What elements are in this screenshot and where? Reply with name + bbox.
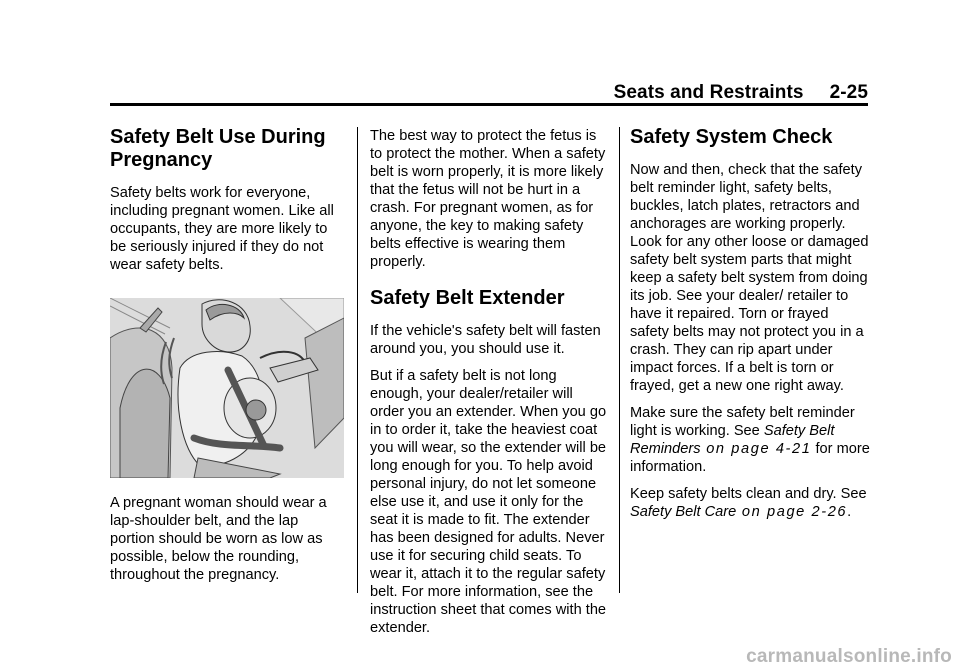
column-2	[370, 127, 610, 646]
section-title: Seats and Restraints	[613, 82, 804, 103]
page-number: 2-25	[829, 82, 868, 103]
section-heading-pregnancy: Safety Belt Use During Pregnancy	[110, 126, 326, 171]
column-3	[630, 126, 870, 530]
pregnant-woman-illustration	[110, 298, 344, 478]
section-heading-extender: Safety Belt Extender	[370, 287, 565, 309]
section-heading-system-check: Safety System Check	[630, 126, 833, 148]
watermark: carmanualsonline.info	[746, 646, 952, 667]
clean-dry-paragraph: Keep safety belts clean and dry. See Safety Belt Care on page 2-26.	[630, 486, 867, 520]
reminder-light-paragraph: Make sure the safety belt reminder light is working. See Safety Belt Reminders on page 4-21 for more information.	[630, 405, 870, 475]
column-divider-1	[357, 127, 358, 593]
link-page-2-26[interactable]: on page 2-26	[736, 504, 848, 520]
protect-fetus-paragraph: The best way to protect the fetus is to protect the mother. When a safety belt is worn properly, it is more likely that the fetus will not be hurt in a crash. For pregnant women, as for anyone, the key to making safety belts effective is wearing them properly.	[370, 128, 606, 270]
pregnancy-intro: Safety belts work for everyone, including pregnant women. Like all occupants, they are more likely to be seriously injured if they do not wear safety belts.	[110, 185, 334, 273]
column-divider-2	[619, 127, 620, 593]
link-safety-belt-reminders[interactable]: Safety Belt Reminders	[630, 423, 835, 457]
header-rule	[110, 103, 868, 106]
link-page-4-21[interactable]: on page 4-21	[700, 441, 812, 457]
column-1	[110, 126, 345, 593]
link-safety-belt-care[interactable]: Safety Belt Care	[630, 504, 737, 520]
system-check-paragraph: Now and then, check that the safety belt reminder light, safety belts, buckles, latch plates, retractors and anchorages are working properly. Look for any other loose or damaged safety belt system parts that might keep a safety belt system from doing its job. See your dealer/ retailer to have it repaired. Torn or frayed safety belts may not protect you in a crash. They can rip apart under impact forces. If a belt is torn or frayed, get a new one right away.	[630, 162, 869, 394]
extender-paragraph-1: If the vehicle's safety belt will fasten around you, you should use it.	[370, 323, 601, 357]
illustration-caption: A pregnant woman should wear a lap-shoulder belt, and the lap portion should be worn as low as possible, below the rounding, throughout the pregnancy.	[110, 495, 327, 583]
extender-paragraph-2: But if a safety belt is not long enough, your dealer/retailer will order you an extender. When you go in to order it, take the heaviest coat you will wear, so the extender will be long enough for you. To help avoid personal injury, do not let someone else use it, and use it only for the seat it is made to fit. The extender has been designed for adults. Never use it for securing child seats. To wear it, attach it to the regular safety belt. For more information, see the instruction sheet that comes with the extender.	[370, 368, 607, 636]
header-text	[614, 82, 868, 104]
